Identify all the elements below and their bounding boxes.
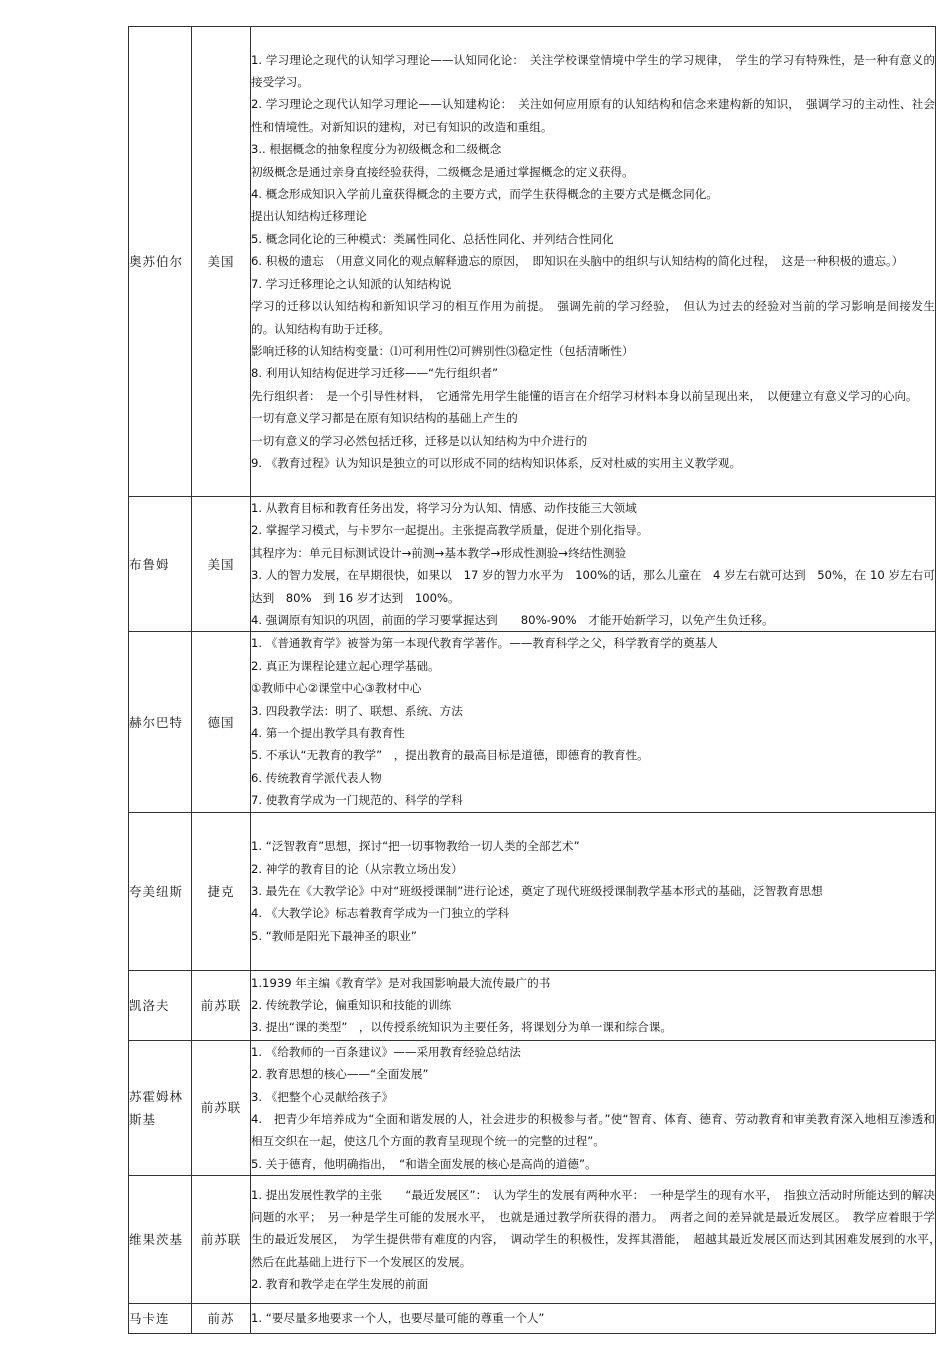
- contribution-line: 5. 关于德育，他明确指出， “和谐全面发展的核心是高尚的道德”。: [251, 1156, 597, 1171]
- educator-name: 布鲁姆: [129, 497, 192, 632]
- contribution-line: 2. 掌握学习模式，与卡罗尔一起提出。主张提高教学质量，促进个别化指导。: [251, 523, 649, 538]
- contribution-line: 1. 从教育目标和教育任务出发，将学习分为认知、情感、动作技能三大领域: [251, 501, 637, 515]
- contribution-line: 一切有意义的学习必然包括迁移，迁移是以认知结构为中介进行的: [251, 433, 588, 448]
- contribution-line: 1. 《给教师的一百条建议》——采用教育经验总结法: [251, 1044, 521, 1059]
- contribution-line: 提出认知结构迁移理论: [251, 209, 367, 224]
- contribution-line: 3. 人的智力发展，在早期很快，如果以 17 岁的智力水平为 100%的话，那么儿童在 4 岁左右就可达到 50%，在 10 岁左右可达到 80% 到 16 岁才达到 100%。: [251, 568, 935, 605]
- contribution-line: ①教师中心②课堂中心③教材中心: [251, 681, 422, 696]
- educator-name: 马卡连: [129, 1304, 192, 1334]
- contribution-line: 2. 学习理论之现代认知学习理论——认知建构论： 关注如何应用原有的认知结构和信念来建构新的知识， 强调学习的主动性、社会性和情境性。对新知识的建构，对已有知识的改造和重组。: [251, 97, 935, 134]
- contribution-line: 3.. 根据概念的抽象程度分为初级概念和二级概念: [251, 142, 502, 157]
- table-row: [129, 970, 936, 1040]
- contribution-line: 7. 学习迁移理论之认知派的认知结构说: [251, 276, 452, 291]
- table-row: [129, 1176, 936, 1304]
- contribution-line: 2. 教育和教学走在学生发展的前面: [251, 1277, 429, 1292]
- educator-contributions: [251, 1304, 936, 1334]
- contribution-line: 1. 学习理论之现代的认知学习理论——认知同化论： 关注学校课堂情境中学生的学习规律， 学生的学习有特殊性，是一种有意义的接受学习。: [251, 52, 935, 90]
- contribution-line: 1. 提出发展性教学的主张 “最近发展区”： 认为学生的发展有两种水平： 一种是学生的现有水平， 指独立活动时所能达到的解决问题的水平； 另一种是学生可能的发展水平， 也就是通过教学所获得的潜力。 两者之间的差异就是最近发展区。 教学应着眼于学生的最近发展区， 为学生提供带有难度的内容， 调动学生的积极性，发挥其潜能， 超越其最近发展区而达到其困难发展到的水平， 然后在此基础上进行下一个发展区的发展。: [251, 1187, 947, 1269]
- contribution-line: 4. 强调原有知识的巩固，前面的学习要掌握达到 80%-90% 才能开始新学习，以免产生负迁移。: [251, 613, 774, 628]
- contribution-line: 2. 教育思想的核心——“全面发展”: [251, 1067, 429, 1082]
- educator-country: 美国: [192, 497, 251, 632]
- educator-name: 凯洛夫: [129, 970, 192, 1040]
- contribution-line: 1.1939 年主编《教育学》是对我国影响最大流传最广的书: [251, 975, 551, 990]
- contribution-line: 7. 使教育学成为一门规范的、科学的学科: [251, 793, 463, 808]
- contribution-line: 3. 提出“课的类型” ，以传授系统知识为主要任务，将课划分为单一课和综合课。: [251, 1020, 672, 1035]
- table-row: [129, 27, 936, 497]
- contribution-line: 学习的迁移以认知结构和新知识学习的相互作用为前提。 强调先前的学习经验， 但认为过去的经验对当前的学习影响是间接发生的。认知结构有助于迁移。: [251, 299, 935, 336]
- contribution-line: 2. 真正为课程论建立起心理学基础。: [251, 658, 440, 673]
- contribution-line: 3. 最先在《大教学论》中对“班级授课制”进行论述，奠定了现代班级授课制教学基本形式的基础，泛智教育思想: [251, 883, 823, 898]
- table-row: [129, 632, 936, 812]
- contribution-line: 9. 《教育过程》认为知识是独立的可以形成不同的结构知识体系，反对杜威的实用主义教学观。: [251, 455, 742, 470]
- contribution-line: 影响迁移的认知结构变量：⑴可利用性⑵可辨别性⑶稳定性（包括清晰性）: [251, 343, 634, 358]
- contribution-line: 8. 利用认知结构促进学习迁移——“先行组织者”: [251, 366, 499, 381]
- educator-country: 德国: [192, 632, 251, 812]
- table-row: [129, 812, 936, 970]
- contribution-line: 1. “泛智教育”思想，探讨“把一切事物教给一切人类的全部艺术”: [251, 839, 580, 854]
- contribution-line: 3. 《把整个心灵献给孩子》: [251, 1089, 394, 1104]
- educator-contributions: [251, 632, 936, 812]
- educator-name: 苏霍姆林斯基: [129, 1040, 192, 1175]
- educator-country: 前苏联: [192, 1176, 251, 1304]
- contribution-line: 一切有意义学习都是在原有知识结构的基础上产生的: [251, 411, 518, 426]
- contribution-line: 1. “要尽量多地要求一个人，也要尽量可能的尊重一个人”: [251, 1311, 545, 1326]
- educator-country: 捷克: [192, 812, 251, 970]
- contribution-line: 1. 《普通教育学》被誉为第一本现代教育学著作。——教育科学之父，科学教育学的奠基人: [251, 636, 718, 651]
- contribution-line: 其程序为：单元目标测试设计→前测→基本教学→形成性测验→终结性测验: [251, 545, 627, 560]
- table-row: [129, 497, 936, 632]
- contribution-line: 先行组织者： 是一个引导性材料， 它通常先用学生能懂的语言在介绍学习材料本身以前呈现出来， 以便建立有意义学习的心向。: [251, 388, 918, 403]
- educator-country: 前苏: [192, 1304, 251, 1334]
- educator-contributions: [251, 1040, 936, 1175]
- educator-name: 赫尔巴特: [129, 632, 192, 812]
- contribution-line: 4. 概念形成知识入学前儿童获得概念的主要方式，而学生获得概念的主要方式是概念同化。: [251, 187, 718, 202]
- contribution-line: 6. 积极的遗忘 （用意义同化的观点解释遗忘的原因， 即知识在头脑中的组织与认知结构的简化过程， 这是一种积极的遗忘。）: [251, 254, 904, 269]
- contribution-line: 初级概念是通过亲身直接经验获得，二级概念是通过掌握概念的定义获得。: [251, 164, 634, 179]
- contribution-line: 4. 把青少年培养成为“全面和谐发展的人，社会进步的积极参与者。”使“智育、体育、德育、劳动教育和审美教育深入地相互渗透和相互交织在一起，使这几个方面的教育呈现现个统一的完整的过程”。: [251, 1111, 935, 1149]
- contribution-line: 6. 传统教育学派代表人物: [251, 770, 382, 785]
- contribution-line: 2. 神学的教育目的论（从宗教立场出发）: [251, 861, 463, 876]
- contribution-line: 5. 概念同化论的三种模式：类属性同化、总括性同化、并列结合性同化: [251, 231, 614, 246]
- educator-contributions: [251, 27, 936, 497]
- contribution-line: 2. 传统教学论，偏重知识和技能的训练: [251, 997, 452, 1012]
- educator-name: 维果茨基: [129, 1176, 192, 1304]
- contribution-line: 4. 《大教学论》标志着教育学成为一门独立的学科: [251, 906, 510, 921]
- contribution-line: 5. “教师是阳光下最神圣的职业”: [251, 928, 417, 943]
- table-body: [129, 27, 947, 1334]
- educators-table: [128, 26, 947, 1334]
- educator-contributions: [251, 497, 936, 632]
- educator-name: 奥苏伯尔: [129, 27, 192, 497]
- educator-contributions: [251, 1176, 947, 1304]
- table-row: [129, 1040, 936, 1175]
- educator-name: 夸美纽斯: [129, 812, 192, 970]
- educator-country: 美国: [192, 27, 251, 497]
- contribution-line: 3. 四段教学法：明了、联想、系统、方法: [251, 703, 463, 718]
- educator-contributions: [251, 970, 936, 1040]
- educator-country: 前苏联: [192, 1040, 251, 1175]
- contribution-line: 5. 不承认“无教育的教学” ，提出教育的最高目标是道德，即德育的教育性。: [251, 748, 649, 763]
- educator-country: 前苏联: [192, 970, 251, 1040]
- contribution-line: 4. 第一个提出教学具有教育性: [251, 726, 405, 741]
- educator-contributions: [251, 812, 936, 970]
- table-row: [129, 1304, 936, 1334]
